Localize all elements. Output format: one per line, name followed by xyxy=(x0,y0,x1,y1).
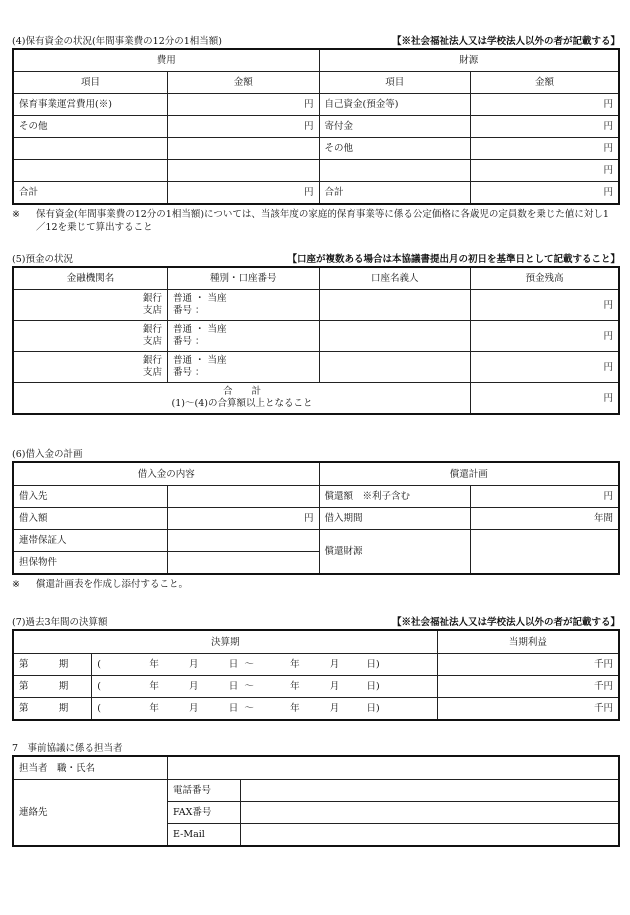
account-field[interactable] xyxy=(168,290,320,321)
cost-item-field[interactable] xyxy=(13,138,168,160)
account-type: 普通 ・ 当座 xyxy=(173,293,227,304)
balance-field[interactable]: 円 xyxy=(471,321,619,352)
tilde: ～ xyxy=(244,703,254,714)
table-row xyxy=(13,780,619,802)
col-bank: 金融機関名 xyxy=(13,267,168,290)
loan-amount-label: 借入額 xyxy=(13,508,168,530)
repay-amount-field[interactable]: 円 xyxy=(471,486,619,508)
year-label: 年 xyxy=(149,681,159,692)
section-header xyxy=(12,616,620,629)
account-type: 普通 ・ 当座 xyxy=(173,324,227,335)
col-item: 項目 xyxy=(319,72,471,94)
bank-field[interactable] xyxy=(13,352,168,383)
term-ki: 期 xyxy=(58,681,69,692)
period-range-field[interactable] xyxy=(92,676,437,698)
bank-label: 銀行 xyxy=(143,355,163,366)
account-field[interactable] xyxy=(168,352,320,383)
lender-field[interactable] xyxy=(168,486,320,508)
day-label: 日 xyxy=(228,681,239,692)
footnote-text: 償還計画表を作成し添付すること。 xyxy=(36,579,189,590)
term-ki: 期 xyxy=(58,659,69,670)
total-title: 合 計 xyxy=(223,386,262,397)
section-note: 【口座が複数ある場合は本協議書提出月の初日を基準日として記載すること】 xyxy=(287,254,620,265)
email-label: E-Mail xyxy=(168,824,241,847)
section-header xyxy=(12,742,620,755)
lender-label: 借入先 xyxy=(13,486,168,508)
period-field[interactable]: 年間 xyxy=(471,508,619,530)
table-row xyxy=(13,756,619,780)
table-row xyxy=(13,530,619,552)
phone-label: 電話番号 xyxy=(168,780,241,802)
person-label: 担当者 職・氏名 xyxy=(13,756,168,780)
section-loans xyxy=(12,448,620,591)
year-label: 年 xyxy=(149,659,159,670)
table-row xyxy=(13,321,619,352)
year-label: 年 xyxy=(290,659,300,670)
table-row xyxy=(13,352,619,383)
branch-label: 支店 xyxy=(143,336,163,347)
footnote-mark: ※ xyxy=(12,579,20,590)
section-header xyxy=(12,253,620,266)
period-header: 決算期 xyxy=(13,630,437,654)
source-total-field[interactable]: 円 xyxy=(471,182,619,205)
day-label: 日) xyxy=(366,681,380,692)
profit-header: 当期利益 xyxy=(437,630,619,654)
cost-amount-field[interactable] xyxy=(168,160,320,182)
source-amount-field[interactable]: 円 xyxy=(471,94,619,116)
month-label: 月 xyxy=(189,681,199,692)
loan-amount-field[interactable]: 円 xyxy=(168,508,320,530)
contact-table xyxy=(12,755,620,847)
term-dai: 第 xyxy=(19,659,29,670)
tilde: ～ xyxy=(244,681,254,692)
section-title: (6)借入金の計画 xyxy=(12,449,83,460)
cost-item-field[interactable] xyxy=(13,160,168,182)
profit-field[interactable]: 千円 xyxy=(437,676,619,698)
person-field[interactable] xyxy=(168,756,619,780)
footnote xyxy=(12,578,620,591)
cost-total-label: 合計 xyxy=(13,182,168,205)
section-contact xyxy=(12,742,620,847)
financials-table xyxy=(12,629,620,721)
table-row xyxy=(13,508,619,530)
holder-field[interactable] xyxy=(319,321,471,352)
period-range-field[interactable] xyxy=(92,654,437,676)
bank-label: 銀行 xyxy=(143,324,163,335)
source-header: 財源 xyxy=(319,49,619,72)
source-item-field[interactable] xyxy=(319,160,471,182)
day-label: 日 xyxy=(228,659,239,670)
balance-field[interactable]: 円 xyxy=(471,290,619,321)
section-title: (5)預金の状況 xyxy=(12,254,73,265)
month-label: 月 xyxy=(329,659,340,670)
term-dai: 第 xyxy=(19,681,29,692)
table-row xyxy=(13,138,619,160)
col-account: 種別・口座番号 xyxy=(168,267,320,290)
col-amount: 金額 xyxy=(168,72,320,94)
account-field[interactable] xyxy=(168,321,320,352)
source-item: その他 xyxy=(319,138,471,160)
guarantor-field[interactable] xyxy=(168,530,320,552)
repay-amount-label: 償還額 ※利子含む xyxy=(319,486,471,508)
table-row xyxy=(13,676,619,698)
table-row xyxy=(13,94,619,116)
guarantor-label: 連帯保証人 xyxy=(13,530,168,552)
collateral-label: 担保物件 xyxy=(13,552,168,575)
day-label: 日 xyxy=(228,703,239,714)
branch-label: 支店 xyxy=(143,367,163,378)
total-balance-field[interactable]: 円 xyxy=(471,383,619,415)
day-label: 日) xyxy=(366,659,380,670)
source-label: 償還財源 xyxy=(319,530,471,575)
phone-field[interactable] xyxy=(240,780,619,802)
table-row xyxy=(13,383,619,415)
account-number: 番号 ： xyxy=(173,336,205,347)
source-amount-field[interactable]: 円 xyxy=(471,116,619,138)
cost-amount-field[interactable] xyxy=(168,138,320,160)
section-deposits xyxy=(12,253,620,415)
footnote-mark: ※ xyxy=(12,209,20,220)
account-number: 番号 ： xyxy=(173,305,205,316)
term-field[interactable] xyxy=(13,698,92,721)
balance-field[interactable]: 円 xyxy=(471,352,619,383)
email-field[interactable] xyxy=(240,824,619,847)
source-item: 自己資金(預金等) xyxy=(319,94,471,116)
cost-item: 保育事業運営費用(※) xyxy=(13,94,168,116)
cost-header: 費用 xyxy=(13,49,319,72)
funds-table xyxy=(12,48,620,205)
paren-open: ( xyxy=(97,681,101,692)
source-amount-field[interactable]: 円 xyxy=(471,160,619,182)
col-holder: 口座名義人 xyxy=(319,267,471,290)
table-row xyxy=(13,116,619,138)
month-label: 月 xyxy=(329,681,340,692)
profit-field[interactable]: 千円 xyxy=(437,698,619,721)
source-item: 寄付金 xyxy=(319,116,471,138)
period-label: 借入期間 xyxy=(319,508,471,530)
holder-field[interactable] xyxy=(319,290,471,321)
footnote xyxy=(12,208,620,234)
collateral-field[interactable] xyxy=(168,552,320,575)
account-type: 普通 ・ 当座 xyxy=(173,355,227,366)
col-amount: 金額 xyxy=(471,72,619,94)
section-header xyxy=(12,448,620,461)
month-label: 月 xyxy=(189,703,199,714)
cost-amount-field[interactable]: 円 xyxy=(168,116,320,138)
section-funds xyxy=(12,35,620,234)
table-row xyxy=(13,654,619,676)
source-total-label: 合計 xyxy=(319,182,471,205)
term-ki: 期 xyxy=(58,703,69,714)
source-field[interactable] xyxy=(471,530,619,575)
table-row xyxy=(13,290,619,321)
col-item: 項目 xyxy=(13,72,168,94)
holder-field[interactable] xyxy=(319,352,471,383)
cost-item: その他 xyxy=(13,116,168,138)
table-row xyxy=(13,486,619,508)
year-label: 年 xyxy=(290,703,300,714)
bank-field[interactable] xyxy=(13,290,168,321)
footnote-text: 保有資金(年間事業費の12分の1相当額)については、当該年度の家庭的保育事業等に係る公定価格に各歳児の定員数を乗じた値に対し1／12を乗じて算出すること xyxy=(36,209,609,233)
paren-open: ( xyxy=(97,659,101,670)
month-label: 月 xyxy=(329,703,340,714)
term-field[interactable] xyxy=(13,676,92,698)
bank-field[interactable] xyxy=(13,321,168,352)
branch-label: 支店 xyxy=(143,305,163,316)
cost-amount-field[interactable]: 円 xyxy=(168,94,320,116)
table-row xyxy=(13,698,619,721)
tilde: ～ xyxy=(244,659,254,670)
bank-label: 銀行 xyxy=(143,293,163,304)
deposits-table xyxy=(12,266,620,415)
day-label: 日) xyxy=(366,703,380,714)
term-field[interactable] xyxy=(13,654,92,676)
paren-open: ( xyxy=(97,703,101,714)
year-label: 年 xyxy=(149,703,159,714)
account-number: 番号 ： xyxy=(173,367,205,378)
loans-table xyxy=(12,461,620,575)
table-row xyxy=(13,160,619,182)
section-header xyxy=(12,35,620,48)
total-label xyxy=(13,383,471,415)
section-title: (7)過去3年間の決算額 xyxy=(12,617,108,628)
cost-total-field[interactable]: 円 xyxy=(168,182,320,205)
col-balance: 預金残高 xyxy=(471,267,619,290)
fax-label: FAX番号 xyxy=(168,802,241,824)
section-title: (4)保有資金の状況(年間事業費の12分の1相当額) xyxy=(12,36,223,47)
month-label: 月 xyxy=(189,659,199,670)
fax-field[interactable] xyxy=(240,802,619,824)
total-note: (1)～(4)の合算額以上となること xyxy=(171,398,313,409)
contact-label: 連絡先 xyxy=(13,780,168,847)
section-note: 【※社会福祉法人又は学校法人以外の者が記載する】 xyxy=(391,36,620,47)
section-title: 7 事前協議に係る担当者 xyxy=(12,743,123,754)
profit-field[interactable]: 千円 xyxy=(437,654,619,676)
plan-header: 償還計画 xyxy=(319,462,619,486)
content-header: 借入金の内容 xyxy=(13,462,319,486)
table-row xyxy=(13,182,619,205)
period-range-field[interactable] xyxy=(92,698,437,721)
term-dai: 第 xyxy=(19,703,29,714)
section-note: 【※社会福祉法人又は学校法人以外の者が記載する】 xyxy=(391,617,620,628)
year-label: 年 xyxy=(290,681,300,692)
section-financials xyxy=(12,616,620,721)
source-amount-field[interactable]: 円 xyxy=(471,138,619,160)
